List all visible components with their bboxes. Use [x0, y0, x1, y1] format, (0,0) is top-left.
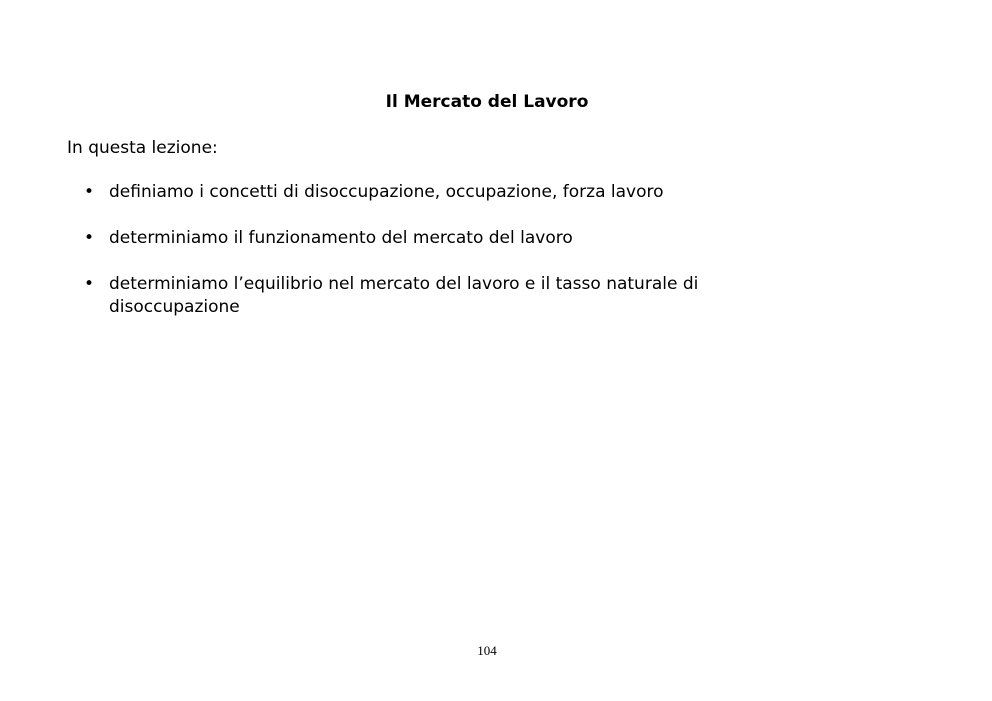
list-item-text: determiniamo il funzionamento del mercato del lavoro [109, 228, 573, 248]
list-item [84, 273, 784, 319]
list-item [84, 227, 784, 250]
list-item-text: determiniamo l’equilibrio nel mercato del lavoro e il tasso naturale di disoccupazione [109, 274, 699, 317]
page-title: Il Mercato del Lavoro [385, 92, 589, 112]
intro-text: In questa lezione: [67, 138, 218, 158]
bullet-icon: • [84, 182, 95, 202]
bullet-icon: • [84, 228, 95, 248]
list-item-text: definiamo i concetti di disoccupazione, occupazione, forza lavoro [109, 182, 664, 202]
list-item [84, 181, 784, 204]
bullet-icon: • [84, 274, 95, 294]
page-number: 104 [477, 643, 497, 658]
bullet-list [84, 181, 784, 342]
